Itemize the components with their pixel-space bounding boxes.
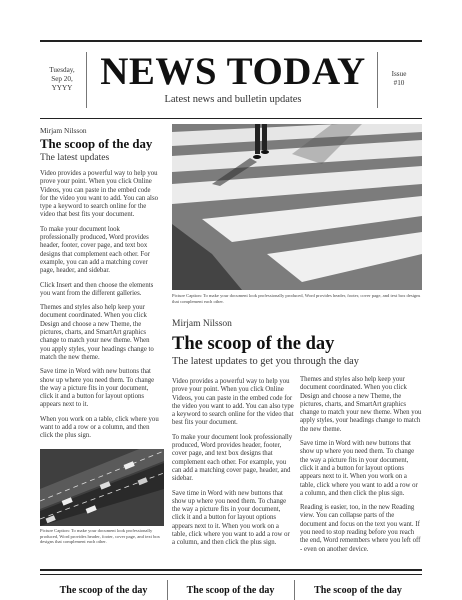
paragraph: To make your document look professionally produced, Word provides header, footer, cover page, and text box designs that complement each other. For example, you can add a matching cover page, header, and sidebar. bbox=[172, 433, 293, 483]
paragraph: Click Insert and then choose the elements you want from the different galleries. bbox=[40, 281, 154, 297]
issue-line: Issue bbox=[391, 70, 407, 78]
masthead-subtitle: Latest news and bulletin updates bbox=[164, 94, 302, 105]
crosswalk-image bbox=[172, 124, 422, 290]
footer-link[interactable]: The scoop of the day bbox=[59, 585, 148, 596]
crosswalk-photo bbox=[172, 124, 422, 290]
paragraph: Save time in Word with new buttons that show up where you need them. To change the way a picture fits in your document, click it and a button for layout options appears next to it. When you work on a table, click where you want to add a row or a column, and then click the plus sign. bbox=[300, 440, 418, 497]
paragraph: Themes and styles also help keep your document coordinated. When you click Design and choose a new Theme, the pictures, charts, and SmartArt graphics change to match your new theme. When you apply styles, your headings change to match the new theme. bbox=[40, 304, 154, 361]
main-author: Mirjam Nilsson bbox=[172, 319, 232, 329]
footer-link[interactable]: The scoop of the day bbox=[314, 585, 402, 596]
aerial-road-image bbox=[40, 449, 164, 526]
date-line: Sep 20, bbox=[51, 75, 73, 83]
aerial-road-photo bbox=[40, 449, 164, 526]
masthead-top-rule bbox=[40, 40, 422, 42]
left-headline: The scoop of the day bbox=[40, 137, 153, 151]
date-line: YYYY bbox=[51, 84, 73, 92]
masthead-divider-left bbox=[86, 52, 87, 108]
date-line: Tuesday, bbox=[49, 66, 75, 74]
paragraph: Save time in Word with new buttons that show up where you need them. To change the way a picture fits in your document, click it and a button for layout options appears next to it. When you work on a table, click where you want to add a row or a column, and then click the plus sign. bbox=[172, 489, 290, 547]
paragraph: To make your document look professionally produced, Word provides header, footer, cover page, and text box designs that complement each other. For example, you can add a matching cover page, header, and sidebar. bbox=[40, 225, 150, 275]
main-headline: The scoop of the day bbox=[172, 334, 335, 354]
paragraph: Themes and styles also help keep your document coordinated. When you click Design and choose a new Theme, the pictures, charts, and SmartArt graphics change to match your new theme. When you apply styles, your headings change to match the new theme. bbox=[300, 376, 422, 433]
issue-date bbox=[40, 66, 84, 93]
footer-rule-thin bbox=[40, 574, 422, 575]
paragraph: When you work on a table, click where you want to add a row or a column, and then click the plus sign. bbox=[40, 415, 159, 440]
issue-number bbox=[384, 70, 414, 88]
footer-rule-thick bbox=[40, 569, 422, 571]
main-col-1 bbox=[172, 378, 294, 554]
paragraph: Video provides a powerful way to help you prove your point. When you click Online Videos, you can paste in the embed code for the video you want to add. You can also type a keyword to search online for the video that best fits your document. bbox=[172, 378, 294, 427]
paragraph: Reading is easier, too, in the new Reading view. You can collapse parts of the document and focus on the text you want. If you need to stop reading before you reach the end, Word remembers where you left off - even on another device. bbox=[300, 504, 421, 553]
footer-link[interactable]: The scoop of the day bbox=[186, 585, 275, 596]
main-col-2 bbox=[300, 376, 422, 560]
issue-line: #10 bbox=[393, 79, 405, 87]
left-subhead: The latest updates bbox=[40, 152, 110, 163]
main-photo-caption: Picture Caption: To make your document look professionally produced, Word provides header, footer, cover page, and text box designs that complement each other. bbox=[172, 293, 421, 304]
masthead-title: NEWS TODAY bbox=[100, 50, 366, 93]
left-body bbox=[40, 170, 160, 447]
left-photo-caption: Picture Caption: To make your document look professionally produced, Word provides header, footer, cover page, and text box designs that complement each other. bbox=[40, 528, 160, 545]
left-author: Mirjam Nilsson bbox=[40, 126, 87, 135]
main-subhead: The latest updates to get you through the day bbox=[172, 356, 359, 367]
masthead-bottom-rule bbox=[40, 118, 422, 119]
paragraph: Save time in Word with new buttons that show up where you need them. To change the way a picture fits in your document, click it and a button for layout options appears next to it. bbox=[40, 368, 155, 409]
paragraph: Video provides a powerful way to help you prove your point. When you click Online Videos, you can paste in the embed code for the video you want to add. You can also type a keyword to search online for the video that best fits your document. bbox=[40, 170, 158, 219]
masthead-divider-right bbox=[377, 52, 378, 108]
